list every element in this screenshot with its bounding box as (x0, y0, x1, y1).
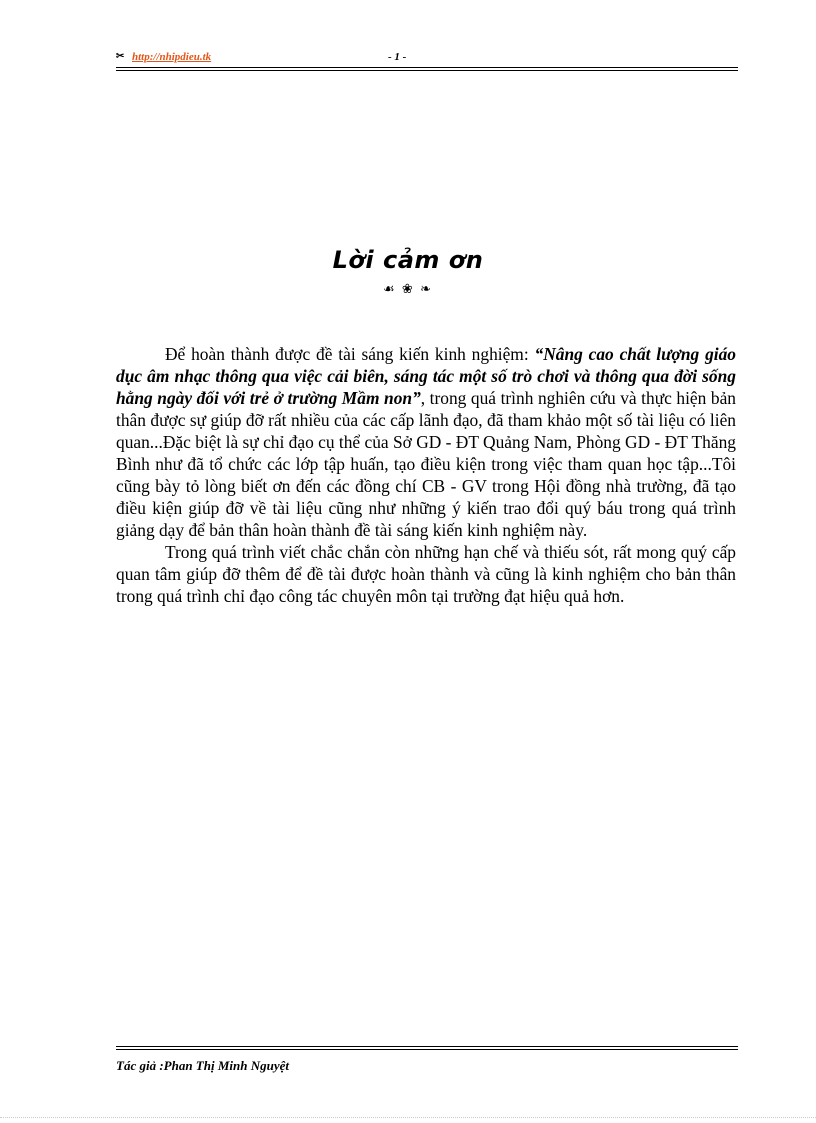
page-title: Lời cảm ơn (332, 246, 484, 274)
page-edge-divider (0, 1117, 816, 1118)
footer-rule (116, 1046, 738, 1047)
body-text (116, 343, 736, 607)
paragraph-1-emphasis: “Nâng cao chất lượng giáo dục âm nhạc thông qua việc cải biên, sáng tác một số trò chơi và thông qua đời sống hằng ngày đối với trẻ ở trường Mầm non” (116, 344, 736, 408)
paragraph-1-rest: , trong quá trình nghiên cứu và thực hiện bản thân được sự giúp đỡ rất nhiều của các cấp lãnh đạo, đã tham khảo một số tài liệu có liên quan...Đặc biệt là sự chỉ đạo cụ thể của Sở GD - ĐT Quảng Nam, Phòng GD - ĐT Thăng Bình như đã tổ chức các lớp tập huấn, tạo điều kiện trong việc tham quan học tập...Tôi cũng bày tỏ lòng biết ơn đến các đồng chí CB - GV trong Hội đồng nhà trường, đã tạo điều kiện giúp đỡ về tài liệu cũng như những ý kiến trao đổi quý báu trong quá trình giảng dạy để bản thân hoàn thành đề tài sáng kiến kinh nghiệm này. (116, 388, 736, 540)
page-header (116, 50, 738, 66)
paragraph-1-intro: Để hoàn thành được đề tài sáng kiến kinh nghiệm: (165, 344, 535, 364)
header-link[interactable]: http://nhipdieu.tk (132, 51, 212, 63)
page-number: - 1 - (388, 51, 407, 63)
paragraph-1 (116, 343, 736, 541)
header-rule (116, 67, 738, 68)
scissors-icon: ✂ (116, 51, 125, 62)
ornament-flourish: ☙ ❀ ❧ (383, 281, 433, 296)
footer-author: Tác giả :Phan Thị Minh Nguyệt (116, 1058, 289, 1073)
paragraph-2: Trong quá trình viết chắc chắn còn những hạn chế và thiếu sót, rất mong quý cấp quan tâm giúp đỡ thêm để đề tài được hoàn thành và cũng là kinh nghiệm cho bản thân trong quá trình chỉ đạo công tác chuyên môn tại trường đạt hiệu quả hơn. (116, 542, 736, 606)
